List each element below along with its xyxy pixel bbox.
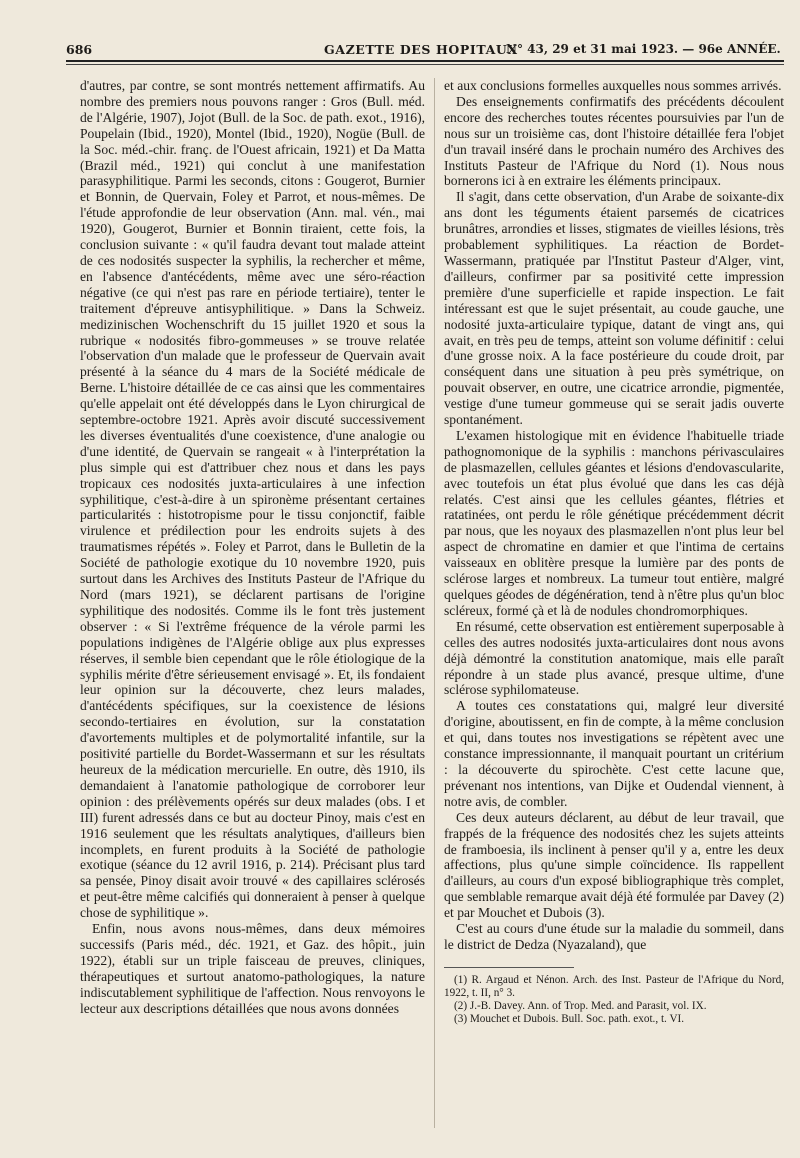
body-paragraph: En résumé, cette observation est entièrement superposable à celles des autres nodosités juxta-articulaires dont nous avons déjà démontré la constitution anatomique, mais elle paraît répondre à un stade plus avancé, presque ultime, d'une sclérose syphilomateuse. bbox=[444, 618, 784, 698]
body-paragraph: d'autres, par contre, se sont montrés nettement affirmatifs. Au nombre des premiers nous pouvons ranger : Gros (Bull. méd. de l'Algérie, 1907), Jojot (Bull. de la Soc. de path. exot., 1916), Poupelain (Ibid., 1920), Montel (Ibid., 1920), Nogüe (Bull. de la Soc. méd.-chir. franç. de l'Ouest africain, 1921) et Da Matta (Brazil méd., 1921) qui conclut à une manifestation parasyphilitique. Parmi les seconds, citons : Gougerot, Burnier et Bonnin, de Quervain, Foley et Parrot, et nous-mêmes. De l'étude approfondie de leur observation (Ann. mal. vén., mai 1920), Gougerot, Burnier et Bonnin tiraient, cette fois, la conclusion suivante : « qu'il faudra devant tout malade atteint de ces nodosités suspecter la syphilis, la rechercher et même, en l'absence d'antécédents, même avec une séro-réaction négative (ce qui n'est pas rare en période tertiaire), tenter le traitement d'épreuve antisyphilitique. » Dans la Schweiz. medizinischen Wochenschrift du 15 juillet 1920 et sous la rubrique « nodosités fibro-gommeuses » se trouve relatée l'observation d'un malade que le professeur de Quervain avait présenté à la séance du 4 mars de la Société médicale de Berne. L'histoire détaillée de ce cas ainsi que les commentaires qu'elle appelait ont été développés dans le Lyon chirurgical de septembre-octobre 1921. Après avoir discuté successivement les diverses éventualités d'une coexistence, d'une analogie ou d'une identité, de Quervain se rangeait « à l'interprétation la plus simple qui est d'attribuer chez nous et dans les pays tropicaux ces nodosités juxta-articulaires à une infection syphilitique, c'est-à-dire à un spironème présentant certaines particularités : histotropisme pour le tissu conjonctif, faible virulence et prédilection pour les endroits sujets à des traumatismes répétés ». Foley et Parrot, dans le Bulletin de la Société de pathologie exotique du 10 novembre 1920, puis surtout dans les Archives des Instituts Pasteur de l'Afrique du Nord (mars 1921), se déclarent partisans de l'origine syphilitique des nodosités. Comme ils le font très justement observer : « Si l'extrême fréquence de la vérole parmi les populations indigènes de l'Algérie oblige aux plus expresses réserves, il semble bien cependant que le rôle étiologique de la syphilis mérite d'être sérieusement envisagé ». Et, ils fondaient leur opinion sur la découverte, chez leurs malades, d'antécédents spécifiques, sur la coexistence de lésions secondo-tertiaires en évolution, sur la constatation d'avortements multiples et de polymortalité infantile, sur la positivité partielle du Bordet-Wassermann et sur les résultats heureux de la médication mercurielle. En outre, dès 1910, ils demandaient à l'anatomie pathologique de corroborer leur opinion : des prélèvements opérés sur deux malades (obs. I et III) furent adressés dans ce but au docteur Pinoy, mais c'est en 1916 seulement que les résultats analytiques, d'ailleurs bien incomplets, en furent produits à la Société de pathologie exotique (séance du 12 avril 1916, p. 214). Précisant plus tard sa pensée, Pinoy disait avoir trouvé « des capillaires sclérosés et peut-être même calcifiés qui donneraient à penser à quelque chose de syphilitique ». bbox=[80, 78, 425, 921]
footnote: (1) R. Argaud et Nénon. Arch. des Inst. Pasteur de l'Afrique du Nord, 1922, t. II, n° 3. bbox=[444, 973, 784, 999]
footnote-rule bbox=[444, 967, 574, 968]
body-paragraph: C'est au cours d'une étude sur la maladie du sommeil, dans le district de Dedza (Nyazaland), que bbox=[444, 921, 784, 952]
footnote: (2) J.-B. Davey. Ann. of Trop. Med. and Parasit, vol. IX. bbox=[454, 999, 707, 1012]
body-paragraph: A toutes ces constatations qui, malgré leur diversité d'origine, aboutissent, en fin de compte, à la même conclusion et qui, dans toutes nos investigations se répètent avec une constance impressionnante, il manquait pourtant un critérium : la découverte du spirochète. C'est cette lacune que, prévenant nos intentions, van Dijke et Oudendal viennent, à notre avis, de combler. bbox=[444, 698, 784, 809]
body-paragraph: Des enseignements confirmatifs des précédents découlent encore des recherches toutes récentes poursuivies par l'un de nous sur un troisième cas, dont l'histoire détaillée fera l'objet d'un travail inséré dans le prochain numéro des Archives des Instituts Pasteur de l'Afrique du Nord (1). Nous nous bornerons ici à en extraire les éléments principaux. bbox=[444, 93, 784, 189]
body-paragraph: Il s'agit, dans cette observation, d'un Arabe de soixante-dix ans dont les téguments étaient parsemés de cicatrices brunâtres, arrondies et lisses, stigmates de vieilles lésions, très probablement syphilitiques. La réaction de Bordet-Wassermann, pratiquée par l'Institut Pasteur d'Alger, vint, d'ailleurs, confirmer par sa positivité cette impression première d'une superficielle et rapide inspection. Le fait intéressant est que le sujet présentait, au coude gauche, une nodosité juxta-articulaire typique, datant de vingt ans, qui avait, en très peu de temps, atteint son volume définitif : celui d'une grosse noix. A la face postérieure du coude droit, par conséquent dans une situation à peu près symétrique, on pouvait observer, en outre, une cicatrice arrondie, pigmentée, vestige d'une tumeur gommeuse qui se serait jadis ouverte spontanément. bbox=[444, 189, 784, 428]
column-divider bbox=[434, 78, 435, 1128]
body-paragraph: Enfin, nous avons nous-mêmes, dans deux mémoires successifs (Paris méd., déc. 1921, et Gaz. des hôpit., juin 1922), établi sur un triple faisceau de preuves, cliniques, thérapeutiques et surtout anatomo-pathologiques, la nature indiscutablement syphilitique de l'affection. Nous renvoyons le lecteur aux descriptions détaillées que nous avons données bbox=[80, 921, 425, 1016]
issue-info: N° 43, 29 et 31 mai 1923. — 96e ANNÉE. bbox=[506, 42, 781, 56]
footnote: (3) Mouchet et Dubois. Bull. Soc. path. exot., t. VI. bbox=[454, 1012, 685, 1025]
page-header bbox=[66, 38, 784, 62]
body-paragraph: L'examen histologique mit en évidence l'habituelle triade pathognomonique de la syphilis : manchons périvasculaires de plasmazellen, cellules géantes et lésions d'endovascularite, avec toutefois un état plus évolué que dans les cas déjà relatés. C'est ainsi que les cellules géantes, flétries et ratatinées, ont perdu le rôle génétique précédemment décrit par nous, que les noyaux des plasmazellen n'ont plus leur bel aspect de chromatine en damier et que l'intima de certains vaisseaux en oblitère presque la lumière par des ponts de sclérose larges et nombreux. La tumeur tout entière, malgré quelques géodes de dégénération, tend à n'être plus qu'un bloc scléreux, formé çà et là de nodules chondromorphiques. bbox=[444, 427, 784, 618]
header-rule-thin bbox=[66, 64, 784, 65]
right-column bbox=[444, 78, 784, 1158]
body-paragraph: Ces deux auteurs déclarent, au début de leur travail, que frappés de la fréquence des nodosités chez les sujets atteints de framboesia, ils inclinent à penser qu'il y a, entre les deux affections, plus qu'une simple coïncidence. Ils rappellent d'ailleurs, au cours d'un exposé bibliographique très complet, que semblable remarque avait déjà été formulée par Davey (2) et par Mouchet et Dubois (3). bbox=[444, 809, 784, 921]
left-column bbox=[80, 78, 425, 1153]
footnotes bbox=[444, 974, 784, 1026]
header-rule-thick bbox=[66, 60, 784, 62]
journal-title: GAZETTE DES HOPITAUX bbox=[324, 42, 518, 57]
page-number: 686 bbox=[66, 42, 93, 57]
body-paragraph: et aux conclusions formelles auxquelles nous sommes arrivés. bbox=[444, 78, 782, 93]
